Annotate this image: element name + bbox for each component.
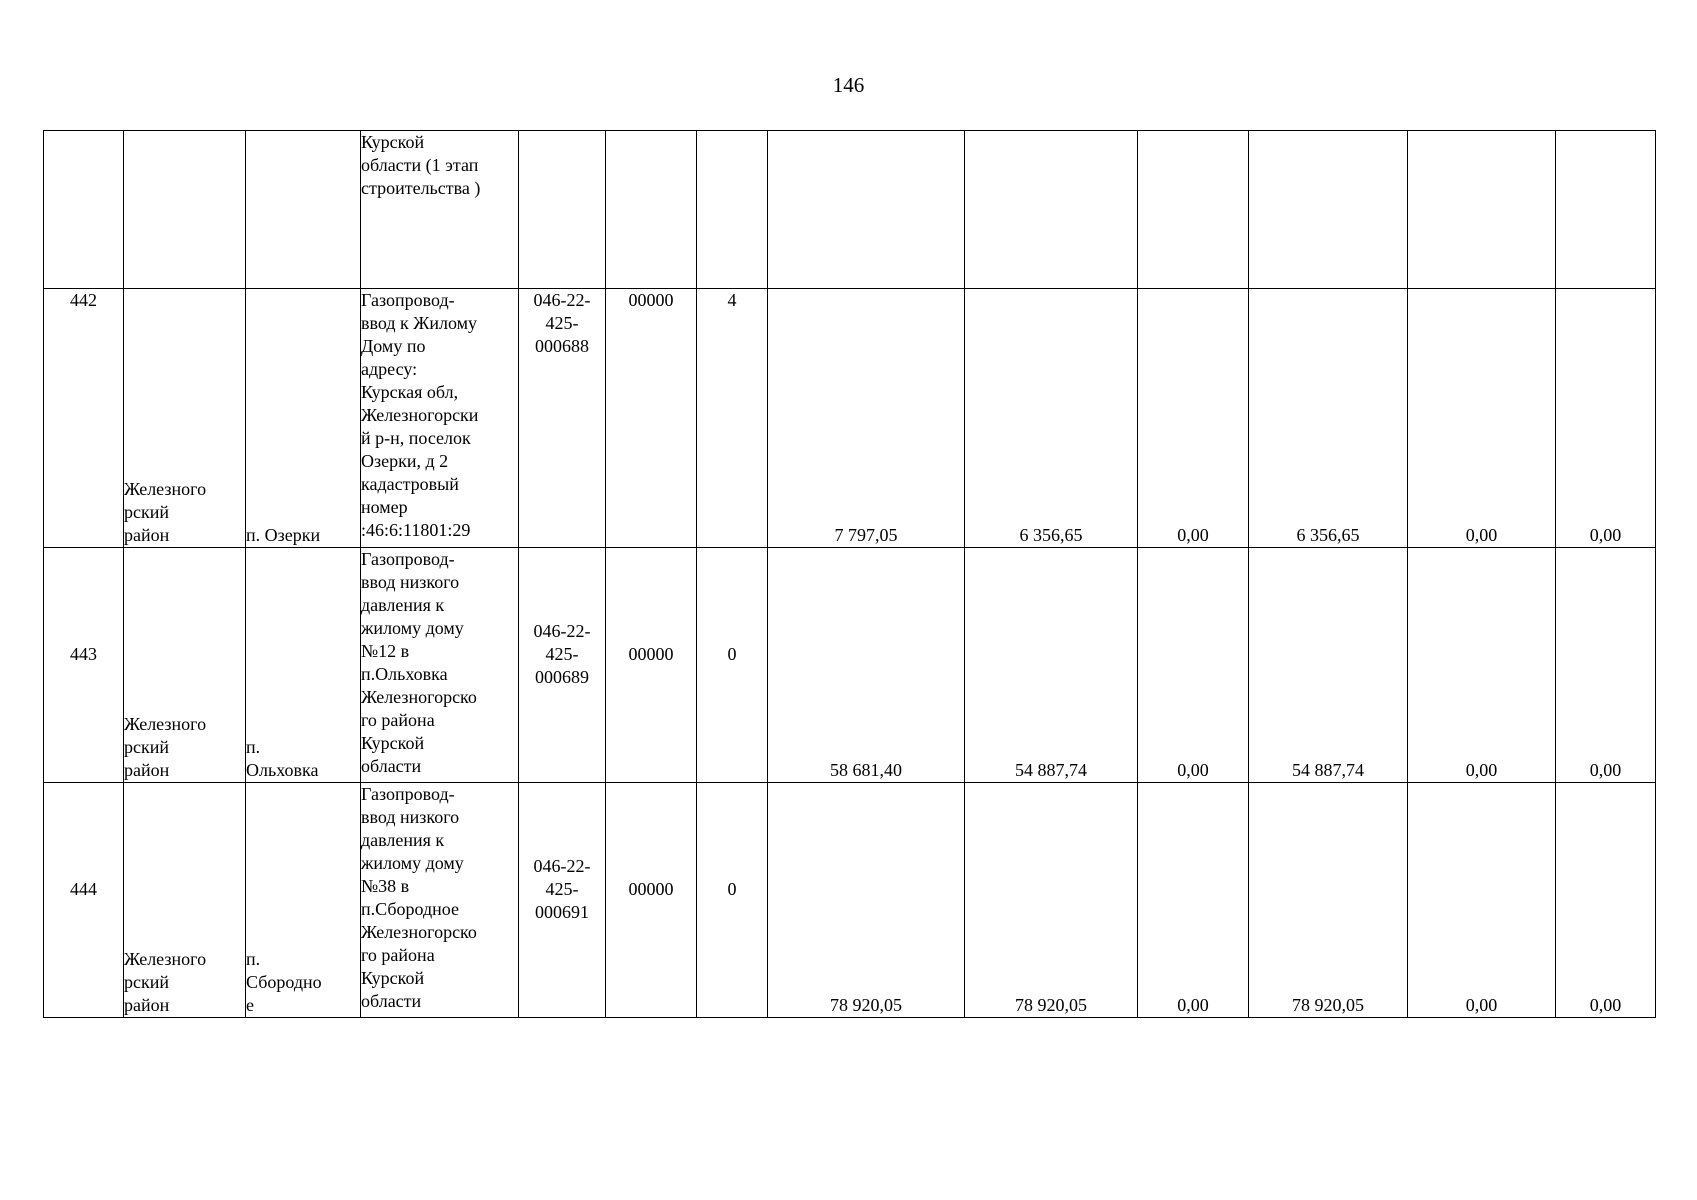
cell-district: Железного рский район — [124, 289, 246, 548]
cell-amount-5 — [1408, 131, 1556, 289]
cell-kbk: 00000 — [606, 289, 697, 548]
cell-qty: 0 — [697, 783, 768, 1018]
cell-amount-total — [768, 131, 965, 289]
cell-qty — [697, 131, 768, 289]
cell-amount-6 — [1556, 131, 1656, 289]
cell-code — [519, 131, 606, 289]
cell-amount-4: 78 920,05 — [1249, 783, 1408, 1018]
cell-amount-5: 0,00 — [1408, 548, 1556, 783]
cell-amount-2: 54 887,74 — [965, 548, 1138, 783]
cell-num: 444 — [44, 783, 124, 1018]
cell-object: Курской области (1 этап строительства ) — [361, 131, 519, 289]
table-row — [44, 783, 1656, 1018]
cell-amount-2 — [965, 131, 1138, 289]
cell-amount-total: 7 797,05 — [768, 289, 965, 548]
cell-kbk: 00000 — [606, 548, 697, 783]
table-row-continuation — [44, 131, 1656, 289]
cell-amount-4 — [1249, 131, 1408, 289]
table-row — [44, 548, 1656, 783]
cell-num: 443 — [44, 548, 124, 783]
table-row — [44, 289, 1656, 548]
cell-amount-5: 0,00 — [1408, 289, 1556, 548]
cell-amount-3: 0,00 — [1138, 548, 1249, 783]
cell-qty: 4 — [697, 289, 768, 548]
cell-district — [124, 131, 246, 289]
page-number: 146 — [832, 73, 865, 97]
cell-amount-6: 0,00 — [1556, 548, 1656, 783]
cell-amount-2: 78 920,05 — [965, 783, 1138, 1018]
cell-settlement: п. Сбородно е — [246, 783, 361, 1018]
cell-kbk — [606, 131, 697, 289]
cell-amount-total: 78 920,05 — [768, 783, 965, 1018]
cell-settlement — [246, 131, 361, 289]
cell-amount-4: 6 356,65 — [1249, 289, 1408, 548]
cell-code: 046-22- 425- 000689 — [519, 548, 606, 783]
cell-amount-3: 0,00 — [1138, 783, 1249, 1018]
cell-num — [44, 131, 124, 289]
cell-settlement: п. Озерки — [246, 289, 361, 548]
cell-amount-5: 0,00 — [1408, 783, 1556, 1018]
cell-amount-4: 54 887,74 — [1249, 548, 1408, 783]
cell-amount-3: 0,00 — [1138, 289, 1249, 548]
cell-object: Газопровод- ввод низкого давления к жилому дому №38 в п.Сбородное Железногорско го района Курской области — [361, 783, 519, 1018]
cell-num: 442 — [44, 289, 124, 548]
cell-kbk: 00000 — [606, 783, 697, 1018]
cell-object: Газопровод- ввод низкого давления к жилому дому №12 в п.Ольховка Железногорско го района Курской области — [361, 548, 519, 783]
cell-code: 046-22- 425- 000688 — [519, 289, 606, 548]
cell-code: 046-22- 425- 000691 — [519, 783, 606, 1018]
cell-qty: 0 — [697, 548, 768, 783]
cell-amount-total: 58 681,40 — [768, 548, 965, 783]
cell-object: Газопровод- ввод к Жилому Дому по адресу: Курская обл, Железногорски й р-н, поселок Озерки, д 2 кадастровый номер :46:6:11801:29 — [361, 289, 519, 548]
cell-district: Железного рский район — [124, 783, 246, 1018]
cell-settlement: п. Ольховка — [246, 548, 361, 783]
cell-district: Железного рский район — [124, 548, 246, 783]
cell-amount-2: 6 356,65 — [965, 289, 1138, 548]
cell-amount-6: 0,00 — [1556, 783, 1656, 1018]
registry-table — [43, 130, 1656, 1018]
cell-amount-3 — [1138, 131, 1249, 289]
cell-amount-6: 0,00 — [1556, 289, 1656, 548]
